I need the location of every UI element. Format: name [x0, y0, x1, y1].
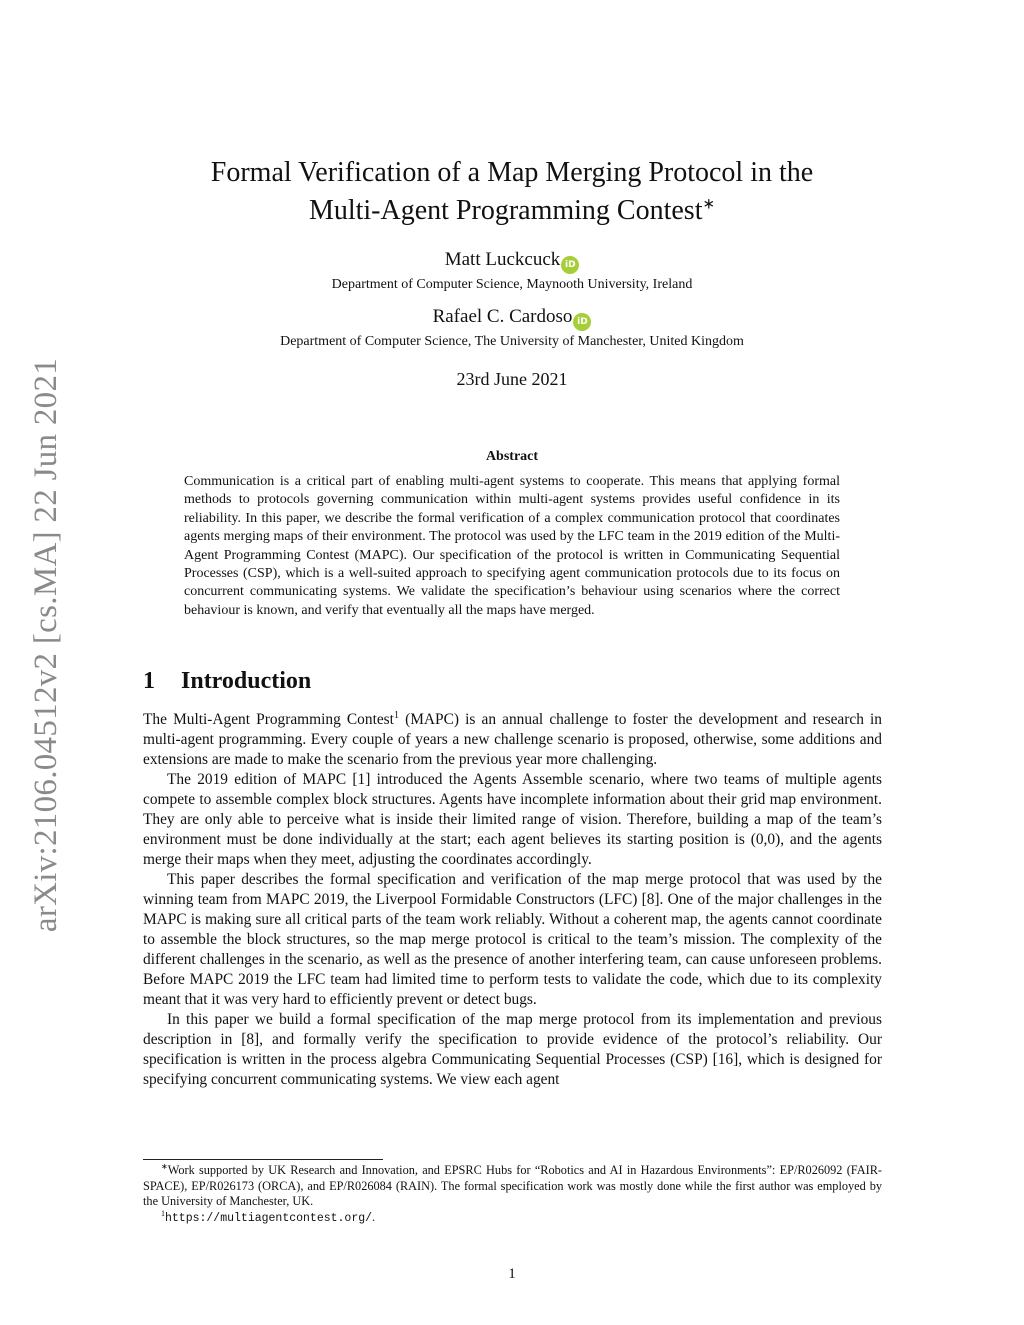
footnote-1-mark: ∗ [161, 1161, 168, 1171]
abstract-text: Communication is a critical part of enabling multi-agent systems to cooperate. This means that applying formal methods to protocols governing communication within multi-agent systems provides useful confidence in its reliability. In this paper, we describe the formal verification of a complex communication protocol that coordinates agents merging maps of their environment. The protocol was used by the LFC team in the 2019 edition of the Multi-Agent Programming Contest (MAPC). Our specification of the protocol is written in Communicating Sequential Processes (CSP), which is a well-suited approach to specifying agent communication protocols due to its focus on concurrent communicating systems. We validate the specification’s behaviour using scenarios where the correct behaviour is known, and verify that eventually all the maps have merged. [184, 474, 840, 618]
footnote-2-link[interactable]: https://multiagentcontest.org/ [165, 1211, 373, 1225]
author-2 [140, 306, 884, 331]
footnote-2 [143, 1210, 882, 1227]
footnote-2-tail: . [372, 1209, 376, 1224]
author-2-name: Rafael C. Cardoso [432, 306, 573, 327]
arxiv-identifier-stamp: arXiv:2106.04512v2 [cs.MA] 22 Jun 2021 [28, 357, 64, 933]
title-line-2: Multi-Agent Programming Contest [308, 195, 703, 226]
paragraph-1-rest: (MAPC) is an annual challenge to foster the development and research in multi-agent programming. Every couple of years a new challenge scenario is proposed, otherwise, some additions and extensions are made to make the scenario from the previous year more challenging. [143, 711, 882, 768]
author-1 [140, 249, 884, 274]
footnote-1 [143, 1163, 882, 1210]
publication-date: 23rd June 2021 [456, 369, 568, 389]
paragraph-4: In this paper we build a formal specification of the map merge protocol from its implementation and previous description in [8], and formally verify the specification to provide evidence of the protocol’s reliability. Our specification is written in the process algebra Communicating Sequential Processes (CSP) [16], which is designed for specifying concurrent communicating systems. We view each agent [143, 1011, 882, 1088]
paragraph-1-start: The Multi-Agent Programming Contest [143, 711, 394, 728]
footnotes [143, 1163, 882, 1226]
section-title: Introduction [181, 668, 312, 694]
orcid-icon[interactable]: iD [561, 256, 579, 274]
paragraph-2: The 2019 edition of MAPC [1] introduced the Agents Assemble scenario, where two teams of multiple agents compete to assemble complex block structures. Agents have incomplete information about their grid map environment. They are only able to perceive what is inside their limited range of vision. Therefore, building a map of the team’s environment must be done individually at the start; each agent believes its starting position is (0,0), and the agents merge their maps when they meet, adjusting the coordinates accordingly. [143, 771, 882, 868]
title-footnote-mark: ∗ [702, 196, 716, 213]
paper-title [140, 154, 884, 230]
footnote-1-text: Work supported by UK Research and Innovation, and EPSRC Hubs for “Robotics and AI in Hazardous Environments”: EP/R026092 (FAIR-SPACE), EP/R026173 (ORCA), and EP/R026084 (RAIN). The formal specification work was mostly done while the first author was employed by the University of Manchester, UK. [143, 1163, 882, 1208]
author-2-affiliation: Department of Computer Science, The University of Manchester, United Kingdom [280, 334, 744, 349]
section-number: 1 [143, 668, 155, 694]
page-number: 1 [508, 1266, 516, 1282]
title-line-1: Formal Verification of a Map Merging Protocol in the [210, 157, 814, 188]
section-body [143, 710, 882, 1090]
footnote-2-mark: 1 [161, 1208, 165, 1218]
orcid-icon[interactable]: iD [573, 313, 591, 331]
footnote-divider [143, 1159, 383, 1160]
paragraph-3: This paper describes the formal specification and verification of the map merge protocol that was used by the winning team from MAPC 2019, the Liverpool Formidable Constructors (LFC) [8]. One of the major challenges in the MAPC is making sure all critical parts of the team work reliably. Without a coherent map, the agents cannot coordinate to assemble the block structures, so the map merge protocol is critical to the team’s mission. The complexity of the different challenges in the scenario, as well as the presence of another interfering team, can cause unforeseen problems. Before MAPC 2019 the LFC team had limited time to perform tests to validate the code, which due to its complexity meant that it was very hard to efficiently prevent or detect bugs. [143, 871, 882, 1008]
footnote-ref-1[interactable]: 1 [393, 709, 399, 721]
author-1-affiliation: Department of Computer Science, Maynooth University, Ireland [331, 277, 693, 292]
abstract-heading: Abstract [485, 449, 539, 464]
author-1-name: Matt Luckcuck [444, 249, 561, 270]
paragraph-1 [143, 710, 882, 770]
section-heading [143, 668, 311, 695]
